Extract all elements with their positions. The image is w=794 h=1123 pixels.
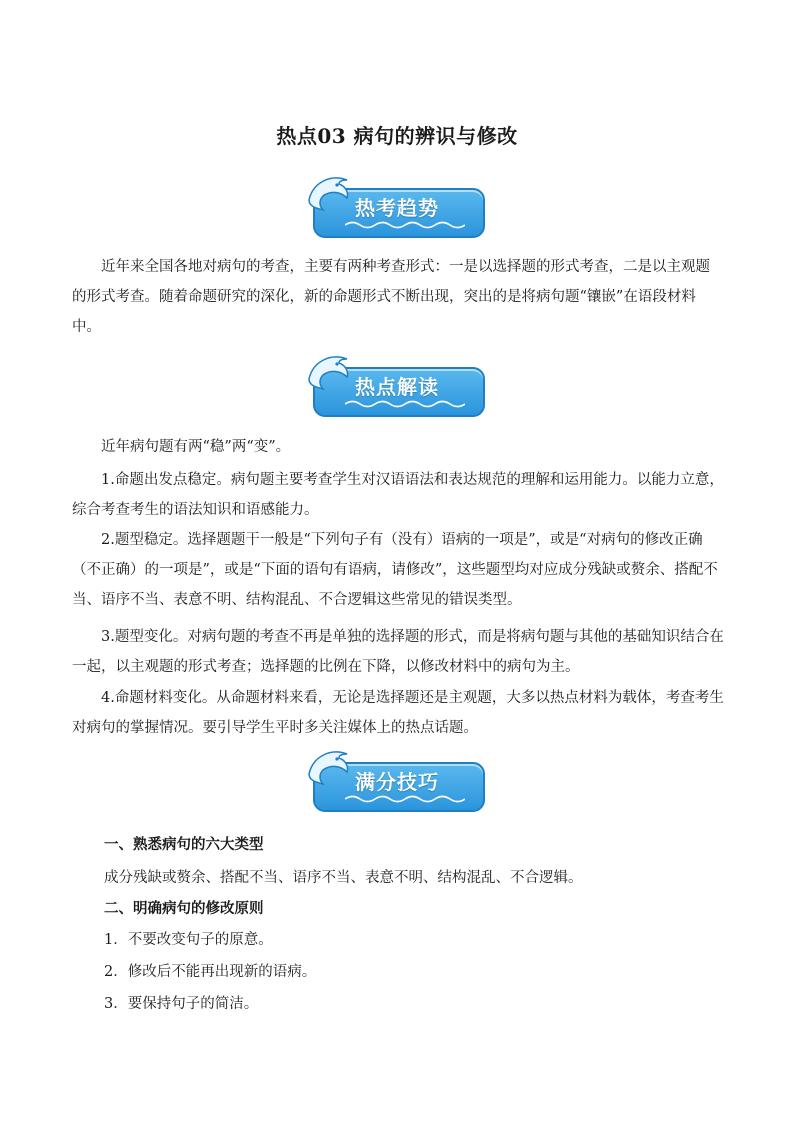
- skills-rule-3: 3．要保持句子的简洁。: [104, 996, 259, 1012]
- badge-label: 热点解读: [355, 375, 439, 399]
- reading-intro: 近年病句题有两“稳”两“变”。: [101, 439, 291, 455]
- reading-point-2: 2.题型稳定。选择题题干一般是“下列句子有（没有）语病的一项是”，或是“对病句的修改正确（不正确）的一项是”，或是“下面的语句有语病，请修改”，这些题型均对应成分残缺或赘余、搭配不当、语序不当、表意不明、结构混乱、不合逻辑这些常见的错误类型。: [72, 532, 718, 608]
- page-title: 热点03 病句的辨识与修改: [276, 124, 518, 148]
- badge-label: 热考趋势: [355, 196, 439, 220]
- skills-rule-2: 2．修改后不能再出现新的语病。: [104, 964, 317, 980]
- trend-paragraph: 近年来全国各地对病句的考查，主要有两种考查形式：一是以选择题的形式考查，二是以主观题的形式考查。随着命题研究的深化，新的命题形式不断出现，突出的是将病句题“镶嵌”在语段材料中。: [72, 259, 710, 335]
- badge-trend: [305, 178, 485, 240]
- wave-decoration-icon: [345, 794, 465, 804]
- badge-reading: [305, 357, 485, 419]
- skills-heading-2: 二、明确病句的修改原则: [104, 900, 264, 917]
- reading-point-3: 3.题型变化。对病句题的考查不再是单独的选择题的形式，而是将病句题与其他的基础知识结合在一起，以主观题的形式考查；选择题的比例在下降，以修改材料中的病句为主。: [72, 629, 724, 675]
- wave-decoration-icon: [345, 220, 465, 230]
- skills-heading-1: 一、熟悉病句的六大类型: [104, 836, 264, 853]
- badge-label: 满分技巧: [355, 770, 439, 794]
- wave-decoration-icon: [345, 399, 465, 409]
- reading-point-1: 1.命题出发点稳定。病句题主要考查学生对汉语语法和表达规范的理解和运用能力。以能力立意，综合考查考生的语法知识和语感能力。: [72, 472, 724, 518]
- reading-point-4: 4.命题材料变化。从命题材料来看，无论是选择题还是主观题，大多以热点材料为载体，考查考生对病句的掌握情况。要引导学生平时多关注媒体上的热点话题。: [72, 690, 724, 736]
- skills-rule-1: 1．不要改变句子的原意。: [104, 932, 273, 948]
- skills-text-1: 成分残缺或赘余、搭配不当、语序不当、表意不明、结构混乱、不合逻辑。: [104, 870, 583, 886]
- badge-skills: [305, 752, 485, 814]
